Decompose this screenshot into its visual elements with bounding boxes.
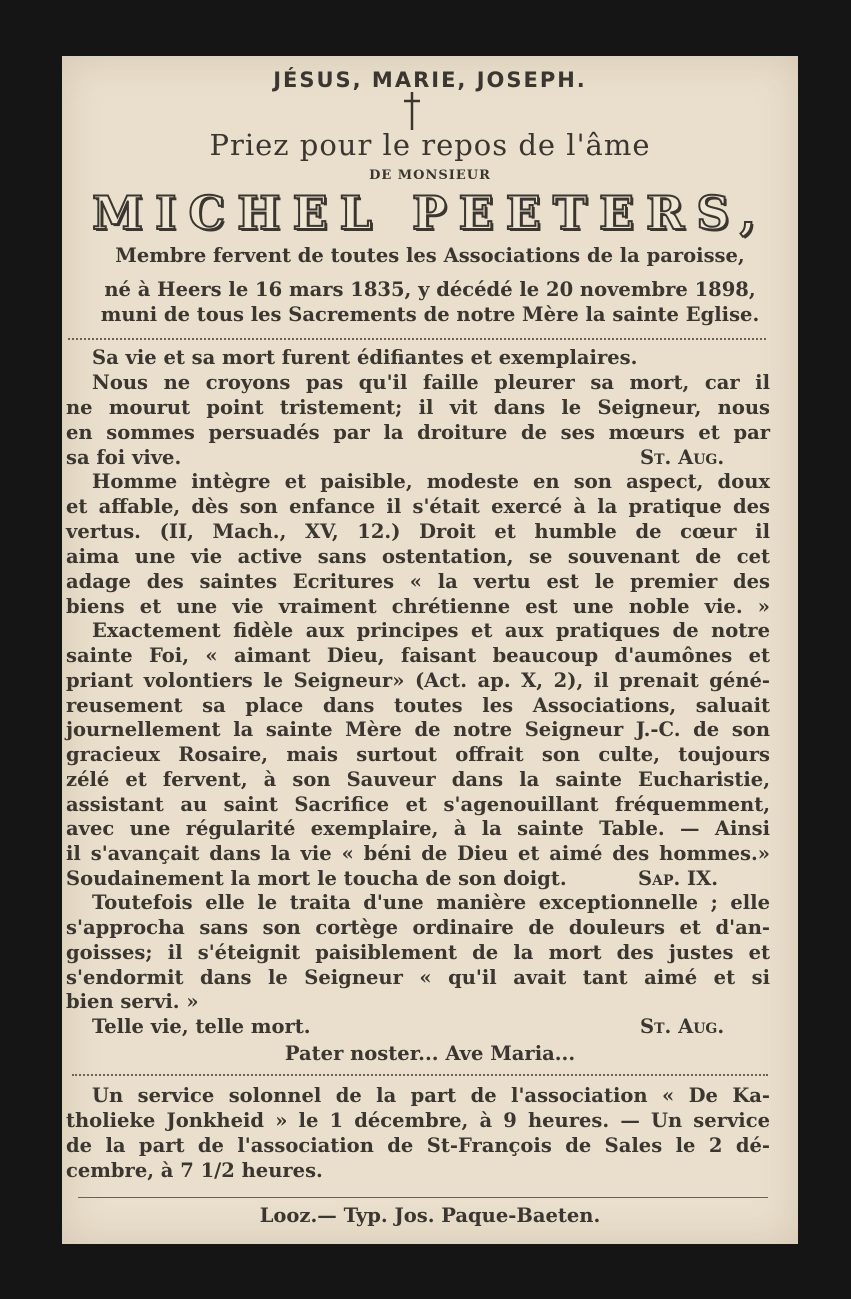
citation: St. Aug.: [640, 1015, 725, 1038]
body-line: sainte Foi, « aimant Dieu, faisant beaucoup d'aumônes et: [66, 644, 770, 667]
body-line: Exactement fidèle aux principes et aux pratiques de notre: [92, 619, 770, 642]
cross-icon: [402, 90, 422, 130]
body-line: biens et une vie vraiment chrétienne est une noble vie. »: [66, 595, 770, 618]
body-line: assistant au saint Sacrifice et s'agenouillant fréquemment,: [66, 793, 770, 816]
body-line: Nous ne croyons pas qu'il faille pleurer sa mort, car il: [92, 371, 770, 394]
intro-line: né à Heers le 16 mars 1835, y décédé le 20 novembre 1898,: [104, 278, 756, 301]
dotted-divider: [68, 338, 766, 340]
body-line: gracieux Rosaire, mais surtout offrait son culte, toujours: [66, 743, 770, 766]
body-line: Soudainement la mort le toucha de son doigt.: [66, 867, 567, 890]
de-monsieur: DE MONSIEUR: [369, 168, 491, 183]
dotted-divider: [72, 1074, 768, 1076]
service-line: tholieke Jonkheid » le 1 décembre, à 9 heures. — Un service: [66, 1109, 770, 1132]
prayer-heading: Priez pour le repos de l'âme: [209, 128, 651, 162]
body-line: en sommes persuadés par la droiture de ses mœurs et par: [66, 421, 770, 444]
body-line: journellement la sainte Mère de notre Seigneur J.-C. de son: [66, 718, 770, 741]
body-line: adage des saintes Ecritures « la vertu est le premier des: [66, 570, 770, 593]
body-line: Sa vie et sa mort furent édifiantes et exemplaires.: [92, 346, 638, 369]
body-line: s'approcha sans son cortège ordinaire de douleurs et d'an-: [66, 916, 770, 939]
divider-line: [78, 1197, 768, 1198]
body-line: priant volontiers le Seigneur» (Act. ap. X, 2), il prenait géné-: [66, 669, 770, 692]
service-line: de la part de l'association de St-François de Sales le 2 dé-: [66, 1134, 770, 1157]
closing-line: Telle vie, telle mort.: [92, 1015, 311, 1038]
printer-credit: Looz.— Typ. Jos. Paque-Baeten.: [259, 1204, 601, 1227]
body-line: aima une vie active sans ostentation, se souvenant de cet: [66, 545, 770, 568]
intro-line: muni de tous les Sacrements de notre Mère la sainte Eglise.: [100, 303, 760, 326]
body-line: Homme intègre et paisible, modeste en son aspect, doux: [92, 470, 770, 493]
body-line: s'endormit dans le Seigneur « qu'il avait tant aimé et si: [66, 966, 770, 989]
body-line: avec une régularité exemplaire, à la sainte Table. — Ainsi: [66, 817, 770, 840]
body-line: Toutefois elle le traita d'une manière exceptionnelle ; elle: [92, 891, 770, 914]
pater-noster: Pater noster... Ave Maria...: [284, 1042, 576, 1065]
body-line: ne mourut point tristement; il vit dans le Seigneur, nous: [66, 396, 770, 419]
service-line: cembre, à 7 1/2 heures.: [66, 1159, 323, 1182]
citation: St. Aug.: [640, 446, 725, 469]
body-line: vertus. (II, Mach., XV, 12.) Droit et humble de cœur il: [66, 520, 770, 543]
invocation: JÉSUS, MARIE, JOSEPH.: [273, 68, 587, 92]
intro-line: Membre fervent de toutes les Associations de la paroisse,: [115, 244, 745, 267]
body-line: il s'avançait dans la vie « béni de Dieu et aimé des hommes.»: [66, 842, 770, 865]
body-line: et affable, dès son enfance il s'était exercé à la pratique des: [66, 495, 770, 518]
service-line: Un service solonnel de la part de l'association « De Ka-: [92, 1084, 770, 1107]
body-line: bien servi. »: [66, 990, 199, 1013]
memorial-card: [62, 56, 798, 1244]
body-line: goisses; il s'éteignit paisiblement de la mort des justes et: [66, 941, 770, 964]
body-line: reusement sa place dans toutes les Associations, saluait: [66, 694, 770, 717]
body-line: sa foi vive.: [66, 446, 182, 469]
citation: Sap. IX.: [638, 867, 719, 890]
deceased-name: MICHEL PEETERS,: [92, 186, 768, 240]
body-line: zélé et fervent, à son Sauveur dans la sainte Eucharistie,: [66, 768, 770, 791]
